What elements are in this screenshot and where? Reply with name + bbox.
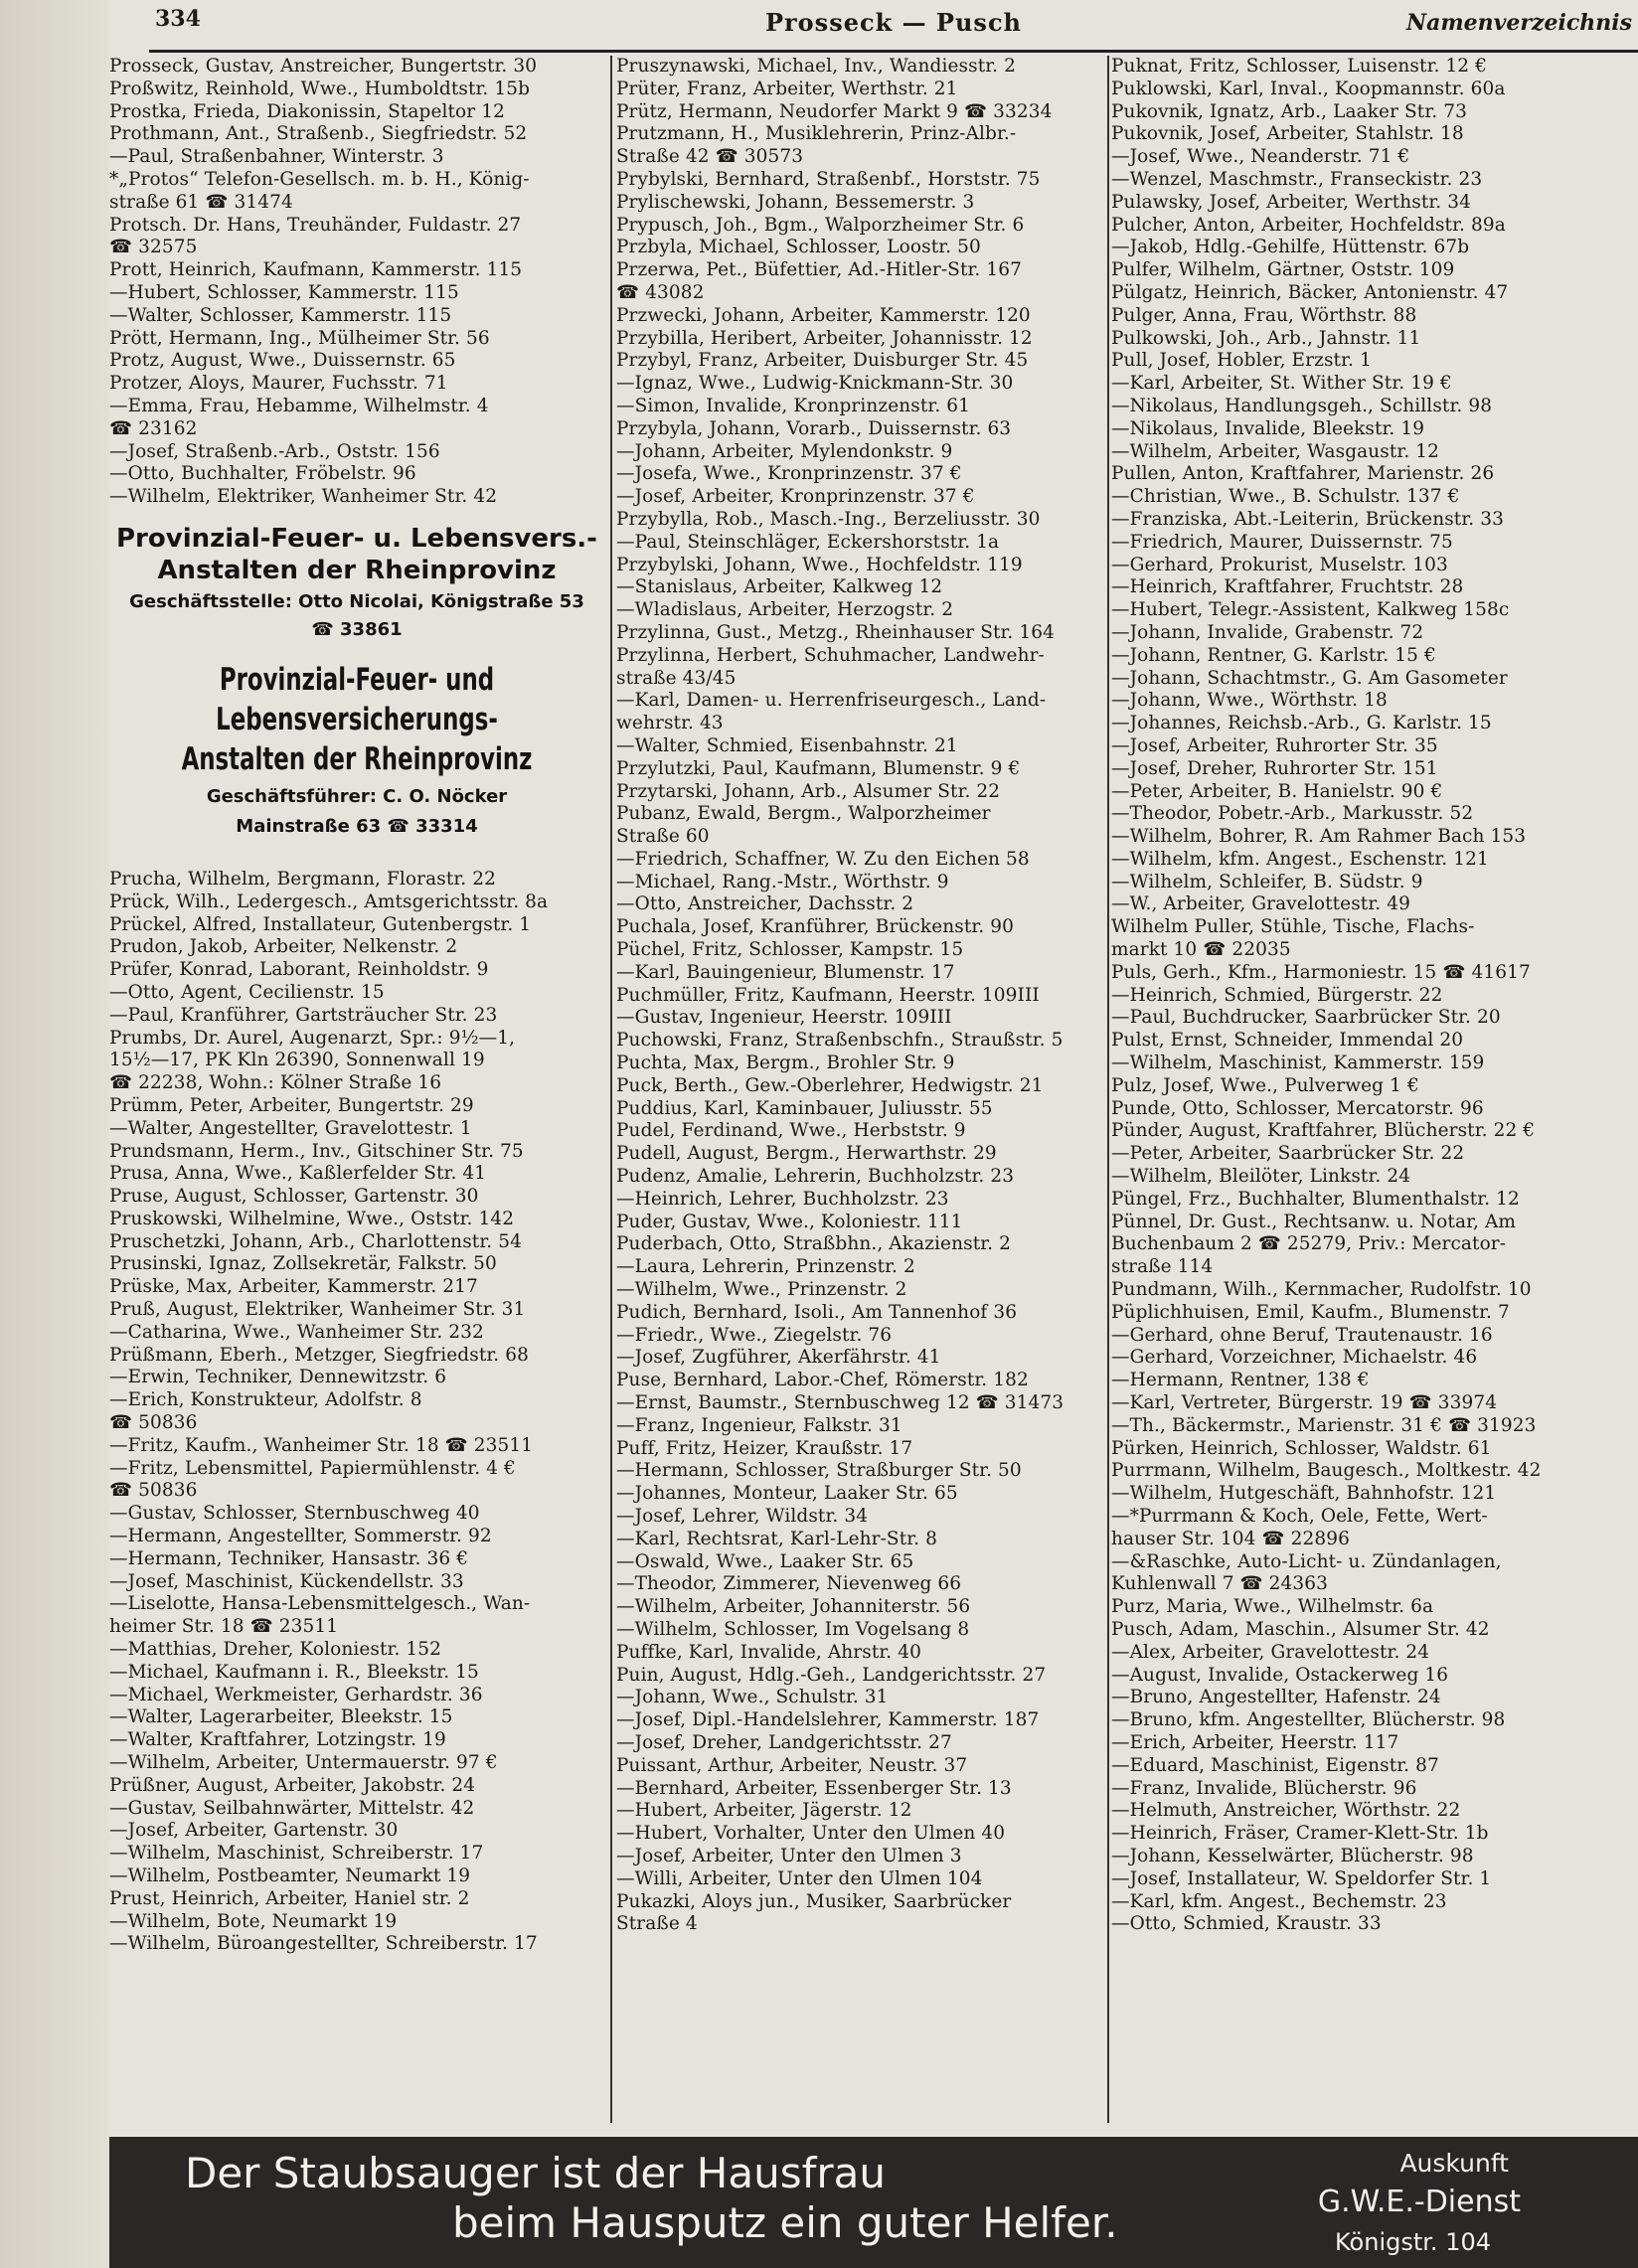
directory-entry: Pruse, August, Schlosser, Gartenstr. 30	[109, 1186, 479, 1208]
header-rule	[149, 50, 1638, 53]
banner-slogan-line1: Der Staubsauger ist der Hausfrau	[185, 2149, 887, 2197]
directory-entry: —Alex, Arbeiter, Gravelottestr. 24	[1111, 1641, 1430, 1663]
column-divider	[1107, 56, 1109, 2123]
directory-entry: Pudich, Bernhard, Isoli., Am Tannenhof 36	[616, 1301, 1018, 1323]
directory-entry: —Otto, Buchhalter, Fröbelstr. 96	[109, 463, 416, 485]
directory-entry: Pullen, Anton, Kraftfahrer, Marienstr. 26	[1111, 463, 1495, 485]
directory-entry: —Josef, Arbeiter, Ruhrorter Str. 35	[1111, 734, 1438, 756]
directory-entry: Puchta, Max, Bergm., Brohler Str. 9	[616, 1053, 955, 1074]
directory-entry: —Johann, Rentner, G. Karlstr. 15 €	[1111, 644, 1436, 666]
ad-title: Provinzial-Feuer- und Lebensversicherungs-	[216, 661, 498, 737]
directory-entry: —Michael, Rang.-Mstr., Wörthstr. 9	[616, 871, 949, 892]
directory-entry: —Hermann, Techniker, Hansastr. 36 €	[109, 1547, 469, 1569]
entry-list	[109, 56, 604, 509]
entry-list	[109, 869, 604, 1956]
vacuum-advertisement-banner	[109, 2137, 1638, 2268]
directory-entry: —Christian, Wwe., B. Schulstr. 137 €	[1111, 486, 1460, 508]
directory-entry: —Wilhelm, kfm. Angest., Eschenstr. 121	[1111, 848, 1489, 870]
directory-entry: —Wilhelm, Bleilöter, Linkstr. 24	[1111, 1166, 1411, 1188]
directory-entry: —Bernhard, Arbeiter, Essenberger Str. 13	[616, 1777, 1012, 1799]
directory-entry: —Liselotte, Hansa-Lebensmittelgesch., Wan-	[109, 1593, 531, 1615]
directory-entry: —Otto, Anstreicher, Dachsstr. 2	[616, 893, 914, 915]
directory-entry: —Wladislaus, Arbeiter, Herzogstr. 2	[616, 599, 954, 621]
directory-entry: Przybilla, Heribert, Arbeiter, Johannisstr. 12	[616, 327, 1033, 349]
directory-entry: —Karl, Damen- u. Herrenfriseurgesch., Land-	[616, 690, 1047, 712]
directory-entry: Przybylski, Johann, Wwe., Hochfeldstr. 119	[616, 554, 1023, 575]
directory-entry: Prutzmann, H., Musiklehrerin, Prinz-Albr.-	[616, 123, 1017, 145]
directory-entry: —Wilhelm, Postbeamter, Neumarkt 19	[109, 1865, 471, 1886]
directory-entry: —&Raschke, Auto-Licht- u. Zündanlagen,	[1111, 1550, 1502, 1572]
directory-entry: —Josef, Wwe., Neanderstr. 71 €	[1111, 146, 1410, 168]
directory-entry: Pukovnik, Josef, Arbeiter, Stahlstr. 18	[1111, 123, 1464, 145]
directory-entry: Püplichhuisen, Emil, Kaufm., Blumenstr. 7	[1111, 1301, 1510, 1323]
ad-title: Anstalten der Rheinprovinz	[157, 555, 557, 585]
ad-phone: ☎ 33861	[311, 618, 403, 640]
directory-entry: —Th., Bäckermstr., Marienstr. 31 € ☎ 31923	[1111, 1414, 1537, 1436]
directory-entry: —Josefa, Wwe., Kronprinzenstr. 37 €	[616, 463, 962, 485]
directory-entry: —Helmuth, Anstreicher, Wörthstr. 22	[1111, 1800, 1461, 1822]
directory-entry: 15½—17, PK Kln 26390, Sonnenwall 19	[109, 1050, 485, 1071]
directory-entry: —Friedr., Wwe., Ziegelstr. 76	[616, 1324, 893, 1346]
directory-entry: Przybyla, Johann, Vorarb., Duissernstr. 63	[616, 417, 1012, 439]
directory-entry: Puddius, Karl, Kaminbauer, Juliusstr. 55	[616, 1097, 993, 1119]
directory-entry: Przylinna, Herbert, Schuhmacher, Landwehr-	[616, 644, 1045, 666]
directory-entry: Przylinna, Gust., Metzg., Rheinhauser Str. 164	[616, 621, 1056, 643]
directory-entry: Pünnel, Dr. Gust., Rechtsanw. u. Notar, Am	[1111, 1211, 1517, 1232]
directory-entry: ☎ 23162	[109, 417, 198, 439]
directory-entry: Prückel, Alfred, Installateur, Gutenbergstr. 1	[109, 913, 532, 935]
directory-entry: —Friedrich, Maurer, Duissernstr. 75	[1111, 531, 1453, 553]
directory-entry: —Matthias, Dreher, Koloniestr. 152	[109, 1639, 442, 1661]
directory-entry: —Wilhelm, Bohrer, R. Am Rahmer Bach 153	[1111, 826, 1527, 848]
directory-entry: Puchowski, Franz, Straßenbschfn., Straußstr. 5	[616, 1030, 1064, 1052]
directory-entry: —Karl, Arbeiter, St. Wither Str. 19 €	[1111, 373, 1452, 395]
directory-entry: —Heinrich, Kraftfahrer, Fruchtstr. 28	[1111, 576, 1464, 598]
directory-entry: —Heinrich, Fräser, Cramer-Klett-Str. 1b	[1111, 1823, 1489, 1845]
directory-entry: Pull, Josef, Hobler, Erzstr. 1	[1111, 350, 1372, 372]
directory-entry: —Wilhelm, Hutgeschäft, Bahnhofstr. 121	[1111, 1483, 1497, 1505]
banner-service-name: G.W.E.-Dienst	[1317, 2185, 1521, 2219]
directory-entry: —*Purrmann & Koch, Oele, Fette, Wert-	[1111, 1506, 1488, 1527]
directory-entry: —Paul, Kranführer, Gartsträucher Str. 23	[109, 1004, 498, 1026]
directory-entry: Pulawsky, Josef, Arbeiter, Werthstr. 34	[1111, 191, 1472, 213]
directory-entry: —Catharina, Wwe., Wanheimer Str. 232	[109, 1321, 484, 1343]
directory-entry: Puknat, Fritz, Schlosser, Luisenstr. 12 €	[1111, 56, 1488, 77]
directory-entry: Puck, Berth., Gew.-Oberlehrer, Hedwigstr. 21	[616, 1074, 1044, 1096]
directory-entry: ☎ 50836	[109, 1480, 198, 1502]
directory-entry: Pudel, Ferdinand, Wwe., Herbststr. 9	[616, 1120, 966, 1142]
column-1	[109, 56, 604, 2133]
directory-entry: Puissant, Arthur, Arbeiter, Neustr. 37	[616, 1754, 968, 1776]
directory-entry: —Karl, Bauingenieur, Blumenstr. 17	[616, 961, 955, 983]
insurance-advertisement	[109, 660, 604, 839]
directory-entry: —Peter, Arbeiter, Saarbrücker Str. 22	[1111, 1143, 1465, 1165]
directory-entry: —Johann, Wwe., Schulstr. 31	[616, 1687, 889, 1708]
directory-entry: Proßwitz, Reinhold, Wwe., Humboldtstr. 15b	[109, 78, 531, 99]
directory-entry: Püchel, Fritz, Schlosser, Kampstr. 15	[616, 939, 964, 961]
directory-entry: Pruskowski, Wilhelmine, Wwe., Oststr. 142	[109, 1208, 515, 1229]
directory-entry: —Paul, Buchdrucker, Saarbrücker Str. 20	[1111, 1007, 1501, 1029]
banner-info-label: Auskunft	[1399, 2149, 1509, 2178]
directory-entry: Prümm, Peter, Arbeiter, Bungertstr. 29	[109, 1094, 474, 1116]
directory-entry: —Josef, Installateur, W. Speldorfer Str. 1	[1111, 1867, 1492, 1889]
directory-entry: Pulz, Josef, Wwe., Pulverweg 1 €	[1111, 1074, 1419, 1096]
directory-entry: —Johann, Schachtmstr., G. Am Gasometer	[1111, 667, 1508, 689]
directory-entry: —Erich, Konstrukteur, Adolfstr. 8	[109, 1389, 422, 1411]
directory-entry: Puin, August, Hdlg.-Geh., Landgerichtsstr. 27	[616, 1664, 1047, 1686]
directory-entry: Przybylla, Rob., Masch.-Ing., Berzeliusstr. 30	[616, 508, 1041, 530]
directory-entry: —Bruno, Angestellter, Hafenstr. 24	[1111, 1687, 1441, 1708]
directory-entry: Pruschetzki, Johann, Arb., Charlottenstr. 54	[109, 1230, 522, 1252]
directory-entry: —Friedrich, Schaffner, W. Zu den Eichen 58	[616, 848, 1030, 870]
directory-entry: —Walter, Schlosser, Kammerstr. 115	[109, 304, 452, 326]
directory-entry: —Johannes, Reichsb.-Arb., G. Karlstr. 15	[1111, 713, 1492, 734]
column-3	[1111, 56, 1638, 2133]
directory-entry: —Walter, Angestellter, Gravelottestr. 1	[109, 1117, 472, 1139]
directory-entry: —Franziska, Abt.-Leiterin, Brückenstr. 33	[1111, 508, 1504, 530]
directory-entry: —Michael, Kaufmann i. R., Bleekstr. 15	[109, 1661, 479, 1683]
directory-entry: —Johann, Arbeiter, Mylendonkstr. 9	[616, 440, 953, 462]
directory-entry: —Johann, Wwe., Wörthstr. 18	[1111, 690, 1388, 712]
directory-entry: Puderbach, Otto, Straßbhn., Akazienstr. 2	[616, 1233, 1011, 1255]
directory-entry: ☎ 22238, Wohn.: Kölner Straße 16	[109, 1072, 442, 1094]
directory-entry: —Josef, Arbeiter, Unter den Ulmen 3	[616, 1845, 962, 1866]
directory-entry: Pubanz, Ewald, Bergm., Walporzheimer	[616, 803, 991, 825]
directory-entry: —Gerhard, ohne Beruf, Trautenaustr. 16	[1111, 1324, 1493, 1346]
directory-entry: Prüßmann, Eberh., Metzger, Siegfriedstr. 68	[109, 1344, 529, 1366]
directory-entry: —Johann, Invalide, Grabenstr. 72	[1111, 621, 1424, 643]
directory-entry: —Hubert, Vorhalter, Unter den Ulmen 40	[616, 1823, 1006, 1845]
directory-entry: Pudenz, Amalie, Lehrerin, Buchholzstr. 23	[616, 1166, 1015, 1188]
directory-entry: Puls, Gerh., Kfm., Harmoniestr. 15 ☎ 41617	[1111, 961, 1531, 983]
directory-entry: Przylutzki, Paul, Kaufmann, Blumenstr. 9 €	[616, 757, 1021, 779]
directory-entry: Pulst, Ernst, Schneider, Immendal 20	[1111, 1030, 1464, 1052]
directory-entry: —Wilhelm, Maschinist, Kammerstr. 159	[1111, 1053, 1485, 1074]
directory-entry: Protzer, Aloys, Maurer, Fuchsstr. 71	[109, 373, 448, 395]
directory-entry: Prypusch, Joh., Bgm., Walporzheimer Str. 6	[616, 214, 1025, 236]
page-margin-shadow	[0, 0, 109, 2268]
directory-entry: Przbyla, Michael, Schlosser, Loostr. 50	[616, 237, 981, 258]
directory-entry: Straße 42 ☎ 30573	[616, 146, 804, 168]
directory-entry: —Josef, Arbeiter, Kronprinzenstr. 37 €	[616, 486, 975, 508]
directory-entry: —Johann, Kesselwärter, Blücherstr. 98	[1111, 1845, 1474, 1866]
directory-entry: Przwecki, Johann, Arbeiter, Kammerstr. 120	[616, 304, 1031, 326]
directory-entry: hauser Str. 104 ☎ 22896	[1111, 1528, 1350, 1549]
directory-entry: ☎ 50836	[109, 1412, 198, 1434]
directory-entry: Püngel, Frz., Buchhalter, Blumenthalstr. 12	[1111, 1188, 1520, 1210]
directory-entry: *„Protos“ Telefon-Gesellsch. m. b. H., König-	[109, 168, 530, 190]
directory-entry: —Ignaz, Wwe., Ludwig-Knickmann-Str. 30	[616, 373, 1014, 395]
banner-slogan-line2: beim Hausputz ein guter Helfer.	[452, 2198, 1118, 2247]
directory-entry: Prothmann, Ant., Straßenb., Siegfriedstr. 52	[109, 123, 528, 145]
directory-entry: —Franz, Ingenieur, Falkstr. 31	[616, 1414, 902, 1436]
insurance-advertisement	[109, 523, 604, 642]
directory-entry: —Karl, Vertreter, Bürgerstr. 19 ☎ 33974	[1111, 1392, 1498, 1414]
directory-entry: —Gerhard, Prokurist, Muselstr. 103	[1111, 554, 1448, 575]
directory-entry: Prundsmann, Herm., Inv., Gitschiner Str. 75	[109, 1140, 524, 1162]
directory-entry: Prucha, Wilhelm, Bergmann, Florastr. 22	[109, 868, 496, 890]
directory-entry: Prüter, Franz, Arbeiter, Werthstr. 21	[616, 78, 958, 99]
column-2	[616, 56, 1105, 2133]
directory-entry: —Josef, Straßenb.-Arb., Oststr. 156	[109, 440, 440, 462]
directory-entry: Purrmann, Wilhelm, Baugesch., Moltkestr. 42	[1111, 1460, 1542, 1482]
ad-title: Anstalten der Rheinprovinz	[181, 740, 533, 777]
directory-entry: —Johannes, Monteur, Laaker Str. 65	[616, 1483, 958, 1505]
directory-entry: —Stanislaus, Arbeiter, Kalkweg 12	[616, 576, 943, 598]
directory-entry: Prosseck, Gustav, Anstreicher, Bungertstr. 30	[109, 56, 538, 77]
banner-address: Königstr. 104	[1335, 2228, 1491, 2256]
directory-entry: —Gerhard, Vorzeichner, Michaelstr. 46	[1111, 1347, 1478, 1369]
directory-entry: —Gustav, Schlosser, Sternbuschweg 40	[109, 1503, 480, 1525]
directory-entry: —Gustav, Seilbahnwärter, Mittelstr. 42	[109, 1797, 475, 1819]
directory-entry: Puder, Gustav, Wwe., Koloniestr. 111	[616, 1211, 963, 1232]
directory-entry: —Josef, Arbeiter, Gartenstr. 30	[109, 1820, 399, 1842]
column-divider	[610, 56, 612, 2123]
directory-entry: —Nikolaus, Invalide, Bleekstr. 19	[1111, 417, 1425, 439]
directory-entry: Puff, Fritz, Heizer, Kraußstr. 17	[616, 1437, 913, 1459]
directory-entry: Pulcher, Anton, Arbeiter, Hochfeldstr. 89a	[1111, 214, 1506, 236]
directory-entry: —Hermann, Angestellter, Sommerstr. 92	[109, 1526, 492, 1547]
directory-entry: Purz, Maria, Wwe., Wilhelmstr. 6a	[1111, 1596, 1434, 1618]
directory-entry: —Wilhelm, Schlosser, Im Vogelsang 8	[616, 1618, 970, 1640]
directory-entry: —Wilhelm, Büroangestellter, Schreiberstr. 17	[109, 1933, 538, 1955]
ad-office: Geschäftsstelle: Otto Nicolai, Königstraße 53	[129, 590, 584, 612]
ad-manager: Geschäftsführer: C. O. Nöcker	[206, 785, 508, 807]
directory-entry: Pulfer, Wilhelm, Gärtner, Oststr. 109	[1111, 259, 1455, 281]
directory-entry: —Wilhelm, Arbeiter, Untermauerstr. 97 €	[109, 1752, 498, 1774]
directory-entry: Puffke, Karl, Invalide, Ahrstr. 40	[616, 1641, 921, 1663]
directory-entry: Straße 60	[616, 826, 710, 848]
directory-entry: Kuhlenwall 7 ☎ 24363	[1111, 1573, 1329, 1595]
directory-entry: —Paul, Steinschläger, Eckershorststr. 1a	[616, 531, 1000, 553]
directory-entry: Pukazki, Aloys jun., Musiker, Saarbrücker	[616, 1890, 1012, 1912]
directory-entry: —Nikolaus, Handlungsgeh., Schillstr. 98	[1111, 395, 1493, 416]
directory-entry: —Walter, Lagerarbeiter, Bleekstr. 15	[109, 1706, 453, 1728]
page-number: 334	[155, 6, 201, 32]
directory-entry: Pusch, Adam, Maschin., Alsumer Str. 42	[1111, 1618, 1490, 1640]
directory-entry: Puchmüller, Fritz, Kaufmann, Heerstr. 109III	[616, 984, 1040, 1006]
directory-entry: —Wenzel, Maschmstr., Franseckistr. 23	[1111, 168, 1483, 190]
directory-entry: —Hubert, Schlosser, Kammerstr. 115	[109, 281, 459, 303]
directory-entry: Puklowski, Karl, Inval., Koopmannstr. 60a	[1111, 78, 1506, 99]
directory-entry: markt 10 ☎ 22035	[1111, 939, 1291, 961]
directory-entry: —Josef, Zugführer, Akerfährstr. 41	[616, 1347, 941, 1369]
directory-entry: Pulger, Anna, Frau, Wörthstr. 88	[1111, 304, 1417, 326]
name-range: Prosseck — Pusch	[764, 8, 1022, 37]
directory-entry: Prumbs, Dr. Aurel, Augenarzt, Spr.: 9½—1,	[109, 1027, 516, 1049]
directory-entry: Prück, Wilh., Ledergesch., Amtsgerichtsstr. 8a	[109, 891, 549, 912]
directory-entry: —August, Invalide, Ostackerweg 16	[1111, 1664, 1449, 1686]
directory-entry: —Wilhelm, Elektriker, Wanheimer Str. 42	[109, 486, 498, 508]
directory-entry: Przybyl, Franz, Arbeiter, Duisburger Str. 45	[616, 350, 1029, 372]
directory-entry: Pruszynawski, Michael, Inv., Wandiesstr. 2	[616, 56, 1016, 77]
directory-entry: Punde, Otto, Schlosser, Mercatorstr. 96	[1111, 1097, 1484, 1119]
directory-entry: —Josef, Dreher, Landgerichtsstr. 27	[616, 1731, 952, 1753]
directory-entry: Prylischewski, Johann, Bessemerstr. 3	[616, 191, 975, 213]
directory-entry: —Hermann, Rentner, 138 €	[1111, 1370, 1370, 1391]
directory-entry: —Otto, Schmied, Kraustr. 33	[1111, 1913, 1382, 1935]
ad-address: Mainstraße 63 ☎ 33314	[236, 815, 478, 837]
directory-entry: —Josef, Dipl.-Handelslehrer, Kammerstr. 187	[616, 1709, 1040, 1731]
directory-entry: Prött, Hermann, Ing., Mülheimer Str. 56	[109, 327, 490, 349]
directory-entry: —Otto, Agent, Cecilienstr. 15	[109, 981, 385, 1003]
directory-entry: —Karl, Rechtsrat, Karl-Lehr-Str. 8	[616, 1528, 937, 1549]
directory-entry: heimer Str. 18 ☎ 23511	[109, 1616, 339, 1638]
section-title: Namenverzeichnis	[1406, 10, 1632, 36]
directory-entry: —Franz, Invalide, Blücherstr. 96	[1111, 1777, 1417, 1799]
directory-entry: Pülgatz, Heinrich, Bäcker, Antonienstr. 47	[1111, 281, 1509, 303]
directory-entry: Pulkowski, Joh., Arb., Jahnstr. 11	[1111, 327, 1421, 349]
directory-entry: —Walter, Schmied, Eisenbahnstr. 21	[616, 734, 958, 756]
directory-entry: Pünder, August, Kraftfahrer, Blücherstr. 22 €	[1111, 1120, 1536, 1142]
directory-entry: ☎ 32575	[109, 237, 198, 258]
directory-entry: —Heinrich, Lehrer, Buchholzstr. 23	[616, 1188, 949, 1210]
directory-entry: Pruß, August, Elektriker, Wanheimer Str. 31	[109, 1299, 526, 1321]
directory-entry: —Wilhelm, Arbeiter, Johanniterstr. 56	[616, 1596, 971, 1618]
directory-entry: —Hubert, Arbeiter, Jägerstr. 12	[616, 1800, 912, 1822]
ad-title: Provinzial-Feuer- u. Lebensvers.-	[116, 523, 597, 554]
directory-entry: Protz, August, Wwe., Duissernstr. 65	[109, 350, 456, 372]
directory-entry: —Jakob, Hdlg.-Gehilfe, Hüttenstr. 67b	[1111, 237, 1470, 258]
directory-entry: Przytarski, Johann, Arb., Alsumer Str. 22	[616, 780, 1001, 802]
directory-entry: —Bruno, kfm. Angestellter, Blücherstr. 98	[1111, 1709, 1506, 1731]
directory-entry: —Theodor, Pobetr.-Arb., Markusstr. 52	[1111, 803, 1474, 825]
directory-entry: Przerwa, Pet., Büfettier, Ad.-Hitler-Str. 167	[616, 259, 1022, 281]
directory-entry: —Willi, Arbeiter, Unter den Ulmen 104	[616, 1867, 983, 1889]
directory-entry: —Hubert, Telegr.-Assistent, Kalkweg 158c	[1111, 599, 1510, 621]
directory-entry: Prütz, Hermann, Neudorfer Markt 9 ☎ 33234	[616, 100, 1053, 122]
directory-entry: Pundmann, Wilh., Kernmacher, Rudolfstr. 10	[1111, 1279, 1532, 1301]
directory-entry: —Eduard, Maschinist, Eigenstr. 87	[1111, 1754, 1439, 1776]
directory-entry: —Wilhelm, Schleifer, B. Südstr. 9	[1111, 871, 1423, 892]
directory-entry: Prott, Heinrich, Kaufmann, Kammerstr. 115	[109, 259, 523, 281]
directory-entry: —Gustav, Ingenieur, Heerstr. 109III	[616, 1007, 952, 1029]
directory-entry: Wilhelm Puller, Stühle, Tische, Flachs-	[1111, 916, 1475, 938]
page-header	[149, 6, 1638, 52]
directory-entry: wehrstr. 43	[616, 713, 724, 734]
directory-entry: Puse, Bernhard, Labor.-Chef, Römerstr. 182	[616, 1370, 1029, 1391]
directory-entry: Prüfer, Konrad, Laborant, Reinholdstr. 9	[109, 959, 489, 981]
directory-entry: Buchenbaum 2 ☎ 25279, Priv.: Mercator-	[1111, 1233, 1507, 1255]
directory-entry: —Josef, Lehrer, Wildstr. 34	[616, 1506, 869, 1527]
directory-entry: —Simon, Invalide, Kronprinzenstr. 61	[616, 395, 971, 416]
directory-entry: Pukovnik, Ignatz, Arb., Laaker Str. 73	[1111, 100, 1467, 122]
directory-entry: —Wilhelm, Arbeiter, Wasgaustr. 12	[1111, 440, 1440, 462]
directory-entry: —W., Arbeiter, Gravelottestr. 49	[1111, 893, 1410, 915]
directory-entry: Prüßner, August, Arbeiter, Jakobstr. 24	[109, 1774, 476, 1796]
directory-entry: Prudon, Jakob, Arbeiter, Nelkenstr. 2	[109, 936, 458, 958]
directory-entry: —Heinrich, Schmied, Bürgerstr. 22	[1111, 984, 1443, 1006]
directory-entry: —Erich, Arbeiter, Heerstr. 117	[1111, 1731, 1399, 1753]
directory-entry: —Fritz, Lebensmittel, Papiermühlenstr. 4 €	[109, 1457, 516, 1479]
directory-entry: —Theodor, Zimmerer, Nievenweg 66	[616, 1573, 962, 1595]
directory-entry: —Paul, Straßenbahner, Winterstr. 3	[109, 146, 444, 168]
directory-entry: ☎ 43082	[616, 281, 705, 303]
directory-entry: Prüske, Max, Arbeiter, Kammerstr. 217	[109, 1276, 478, 1298]
directory-entry: Puchala, Josef, Kranführer, Brückenstr. 90	[616, 916, 1014, 938]
directory-entry: Prusa, Anna, Wwe., Kaßlerfelder Str. 41	[109, 1163, 487, 1185]
directory-entry: Prusinski, Ignaz, Zollsekretär, Falkstr. 50	[109, 1253, 497, 1275]
directory-entry: —Karl, kfm. Angest., Bechemstr. 23	[1111, 1890, 1447, 1912]
directory-entry: —Emma, Frau, Hebamme, Wilhelmstr. 4	[109, 395, 489, 416]
directory-entry: Protsch. Dr. Hans, Treuhänder, Fuldastr. 27	[109, 214, 522, 236]
directory-entry: —Peter, Arbeiter, B. Hanielstr. 90 €	[1111, 780, 1443, 802]
directory-entry: —Wilhelm, Bote, Neumarkt 19	[109, 1910, 398, 1932]
directory-entry: —Ernst, Baumstr., Sternbuschweg 12 ☎ 31473	[616, 1392, 1065, 1414]
directory-entry: Prybylski, Bernhard, Straßenbf., Horststr. 75	[616, 168, 1041, 190]
directory-entry: —Walter, Kraftfahrer, Lotzingstr. 19	[109, 1729, 446, 1751]
directory-entry: Pudell, August, Bergm., Herwarthstr. 29	[616, 1143, 997, 1165]
directory-entry: —Josef, Maschinist, Kückendellstr. 33	[109, 1570, 464, 1592]
directory-entry: Prostka, Frieda, Diakonissin, Stapeltor 12	[109, 100, 505, 122]
directory-entry: —Fritz, Kaufm., Wanheimer Str. 18 ☎ 23511	[109, 1434, 534, 1456]
directory-entry: —Erwin, Techniker, Dennewitzstr. 6	[109, 1367, 447, 1388]
directory-entry: Prust, Heinrich, Arbeiter, Haniel str. 2	[109, 1887, 470, 1909]
directory-entry: straße 43/45	[616, 667, 737, 689]
directory-entry: straße 61 ☎ 31474	[109, 191, 293, 213]
directory-entry: —Michael, Werkmeister, Gerhardstr. 36	[109, 1684, 483, 1705]
directory-entry: Pürken, Heinrich, Schlosser, Waldstr. 61	[1111, 1437, 1492, 1459]
directory-entry: Straße 4	[616, 1913, 698, 1935]
directory-entry: —Oswald, Wwe., Laaker Str. 65	[616, 1550, 914, 1572]
directory-entry: —Wilhelm, Maschinist, Schreiberstr. 17	[109, 1843, 484, 1864]
directory-entry: —Hermann, Schlosser, Straßburger Str. 50	[616, 1460, 1022, 1482]
directory-entry: —Laura, Lehrerin, Prinzenstr. 2	[616, 1256, 915, 1278]
directory-entry: straße 114	[1111, 1256, 1214, 1278]
directory-entry: —Wilhelm, Wwe., Prinzenstr. 2	[616, 1279, 907, 1301]
directory-entry: —Josef, Dreher, Ruhrorter Str. 151	[1111, 757, 1438, 779]
